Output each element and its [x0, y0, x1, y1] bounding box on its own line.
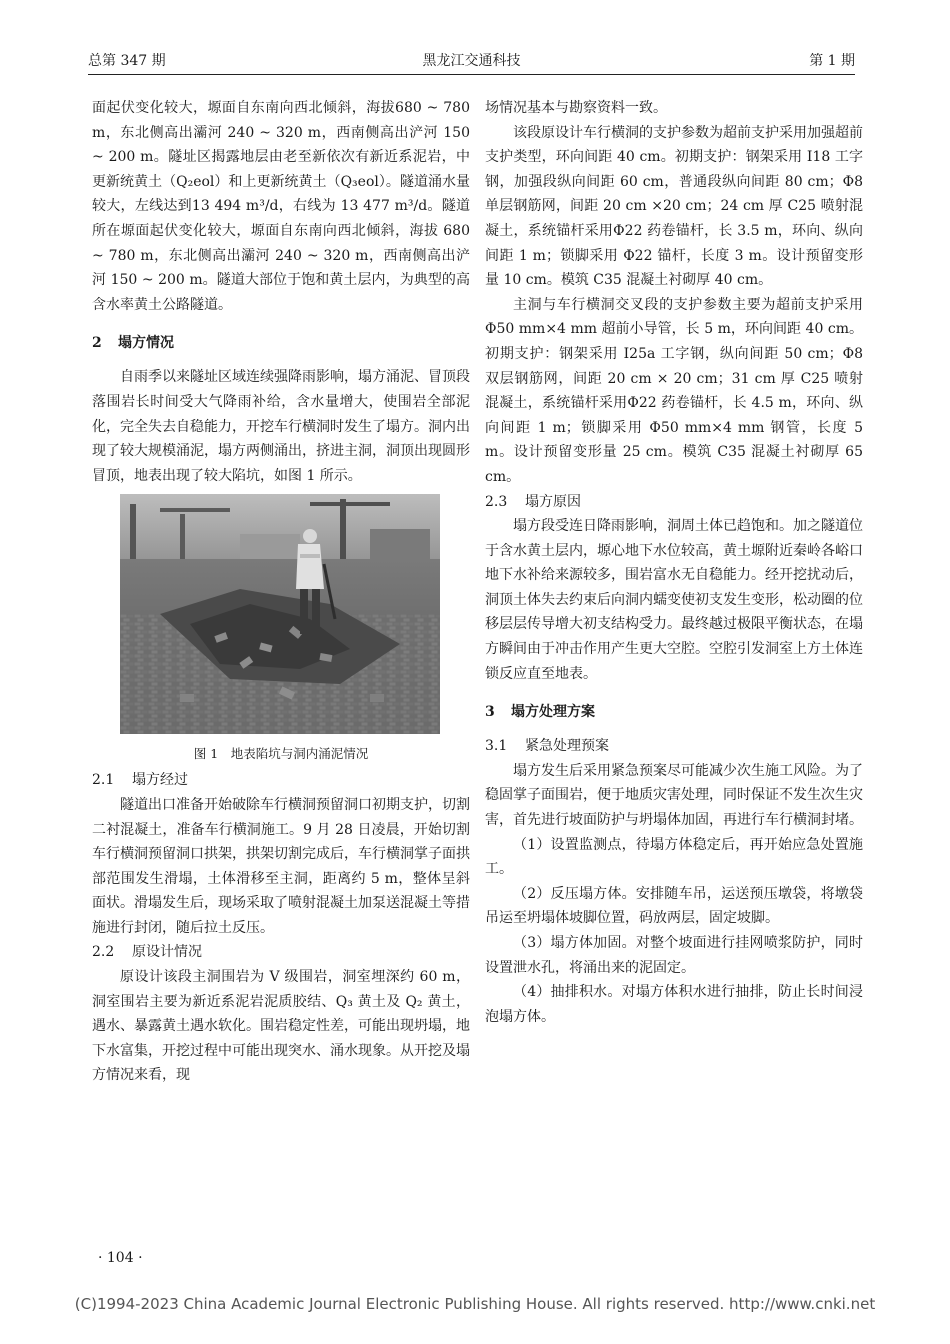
issue-total: 总第 347 期	[88, 53, 166, 69]
subsection-3-1-paragraph: 塌方发生后采用紧急预案尽可能减少次生施工风险。为了稳固掌子面围岩，便于地质灾害处理，同时保证不发生次生灾害，首先进行坡面防护与坍塌体加固，再进行车行横洞封堵。	[485, 762, 863, 829]
subsection-title: 原设计情况	[132, 944, 202, 961]
section-title: 塌方处理方案	[511, 704, 595, 721]
subsection-title: 紧急处理预案	[525, 738, 609, 755]
list-item: （3）塌方体加固。对整个坡面进行挂网喷浆防护，同时设置泄水孔，将涌出来的泥固定。	[485, 935, 863, 976]
collapse-photo	[120, 494, 440, 734]
subsection-3-1-heading	[485, 734, 863, 759]
figure-1	[92, 494, 470, 764]
list-item: （4）抽排积水。对塌方体积水进行抽排，防止长时间浸泡塌方体。	[485, 984, 863, 1025]
support-parameters-paragraph: 该段原设计车行横洞的支护参数为超前支护采用加强超前支护类型，环向间距 40 cm。初期支护：钢架采用 I18 工字钢，加强段纵向间距 60 cm，普通段纵向间距 80 cm；Φ8 单层钢筋网，间距 20 cm ×20 cm；24 cm 厚 C25 喷射混凝土，系统锚杆采用Φ22 药卷锚杆，长 3.5 m，环向、纵向间距 1 m；锁脚采用 Φ22 锚杆，长度 3 m。设计预留变形量 10 cm。模筑 C35 混凝土衬砌厚 40 cm。	[485, 124, 863, 289]
intro-paragraph: 面起伏变化较大，塬面自东南向西北倾斜，海拔680 ~ 780 m，东北侧高出灞河 240 ~ 320 m，西南侧高出浐河 150 ~ 200 m。隧址区揭露地层由老至新依次有新近系泥岩，中更新统黄土（Q₂eol）和上更新统黄土（Q₃eol）。隧道涌水量较大，左线达到13 494 m³/d，右线为 13 477 m³/d。隧道所在塬面起伏变化较大，塬面自东南向西北倾斜，海拔 680 ~ 780 m，东北侧高出灞河 240 ~ 320 m，西南侧高出浐河 150 ~ 200 m。隧道大部位于饱和黄土层内，为典型的高含水率黄土公路隧道。	[92, 100, 470, 313]
section-number: 2	[92, 335, 102, 352]
section-title: 塌方情况	[118, 335, 174, 352]
subsection-2-2-paragraph: 原设计该段主洞围岩为 V 级围岩，洞室埋深约 60 m，洞室围岩主要为新近系泥岩泥质胶结、Q₃ 黄土及 Q₂ 黄土，遇水、暴露黄土遇水软化。围岩稳定性差，可能出现坍塌，地下水富集，开挖过程中可能出现突水、涌水现象。从开挖及塌方情况来看，现	[92, 969, 470, 1084]
figure-caption: 图 1 地表陷坑与洞内涌泥情况	[193, 746, 369, 762]
journal-title: 黑龙江交通科技	[422, 53, 521, 69]
section-number: 3	[485, 704, 495, 721]
right-column	[485, 96, 863, 1029]
subsection-2-1-heading	[92, 768, 470, 793]
subsection-2-2-heading	[92, 940, 470, 965]
section-3-heading	[485, 700, 863, 724]
list-item: （2）反压塌方体。安排随车吊，运送预压墩袋，将墩袋吊运至坍塌体坡脚位置，码放两层，固定坡脚。	[485, 885, 863, 927]
intersection-parameters-paragraph: 主洞与车行横洞交叉段的支护参数主要为超前支护采用 Φ50 mm×4 mm 超前小导管，长 5 m，环向间距 40 cm。初期支护：钢架采用 I25a 工字钢，纵向间距 50 cm；Φ8 双层钢筋网，间距 20 cm × 20 cm；31 cm 厚 C25 喷射混凝土，系统锚杆采用Φ22 药卷锚杆，长 4.5 m，环向、纵向间距 1 m；锁脚采用 Φ50 mm×4 mm 钢管，长度 5 m。设计预留变形量 25 cm。模筑 C35 混凝土衬砌厚 65 cm。	[485, 296, 863, 485]
copyright-footer: (C)1994-2023 China Academic Journal Electronic Publishing House. All rights reserved. http://www.cnki.net	[74, 1295, 876, 1313]
subsection-number: 2.2	[92, 944, 115, 961]
section-2-heading	[92, 331, 470, 355]
photo-illustration	[120, 494, 440, 734]
page-number: · 104 ·	[98, 1250, 143, 1266]
section-2-paragraph: 自雨季以来隧址区域连续强降雨影响，塌方涌泥、冒顶段落围岩长时间受大气降雨补给，含水量增大，使围岩全部泥化，完全失去自稳能力，开挖车行横洞时发生了塌方。洞内出现了较大规模涌泥，塌方两侧涌出，挤进主洞，洞顶出现圆形冒顶，地表出现了较大陷坑，如图 1 所示。	[92, 369, 470, 484]
continued-paragraph: 场情况基本与勘察资料一致。	[485, 100, 667, 116]
running-header	[88, 48, 855, 75]
issue-number: 第 1 期	[809, 53, 855, 69]
subsection-number: 3.1	[485, 738, 508, 755]
subsection-number: 2.1	[92, 772, 115, 789]
subsection-2-1-paragraph: 隧道出口准备开始破除车行横洞预留洞口初期支护，切割二衬混凝土，准备车行横洞施工。9 月 28 日凌晨，开始切割车行横洞预留洞口拱架，拱架切割完成后，车行横洞掌子面拱部范围发生滑塌，土体滑移至主洞，距离约 5 m，整体呈斜面状。滑塌发生后，现场采取了喷射混凝土加泵送混凝土等措施进行封闭，随后拉土反压。	[92, 796, 470, 936]
subsection-title: 塌方经过	[132, 772, 188, 789]
subsection-number: 2.3	[485, 493, 508, 510]
subsection-2-3-paragraph: 塌方段受连日降雨影响，洞周土体已趋饱和。加之隧道位于含水黄土层内，塬心地下水位较高，黄土塬附近秦岭各峪口地下水补给来源较多，围岩富水无自稳能力。经开挖扰动后，洞顶土体失去约束后向洞内蠕变使初支发生变形，松动圈的位移层层传导增大初支结构受力。最终越过极限平衡状态，在塌方瞬间由于冲击作用产生更大空腔。空腔引发洞室上方土体连锁反应直至地表。	[485, 518, 863, 682]
left-column	[92, 96, 470, 1088]
subsection-2-3-heading	[485, 490, 863, 515]
subsection-title: 塌方原因	[525, 493, 581, 510]
list-item: （1）设置监测点，待塌方体稳定后，再开始应急处置施工。	[485, 836, 863, 878]
